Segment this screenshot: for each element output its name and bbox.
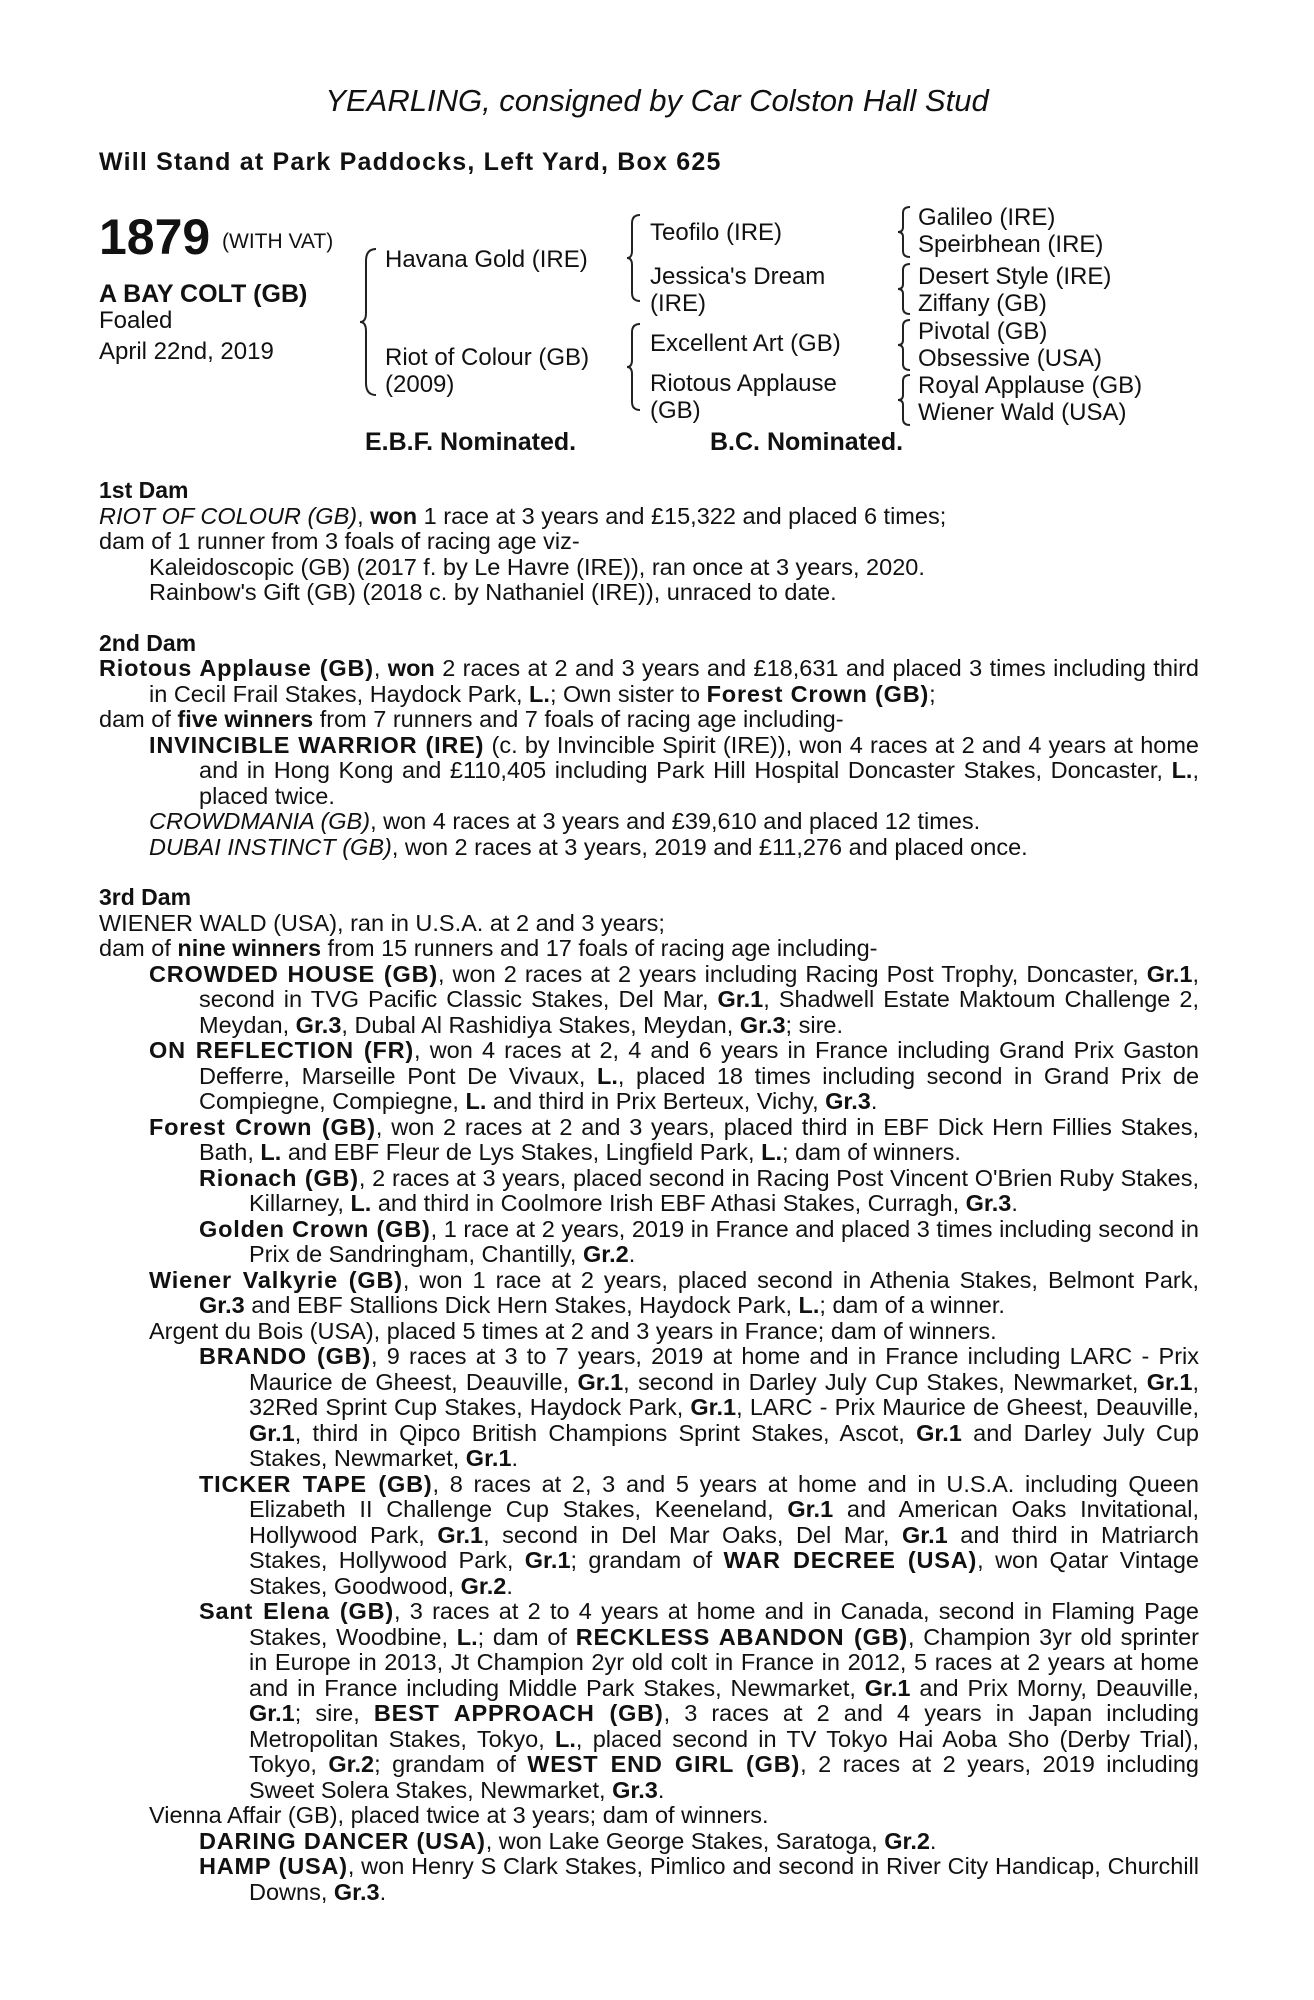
pedigree-brace-dam bbox=[626, 322, 642, 412]
pedigree-brace-g4 bbox=[896, 373, 912, 427]
second-dam-runner: CROWDMANIA (GB), won 4 races at 3 years and £39,610 and placed 12 times. bbox=[149, 808, 981, 834]
first-dam-foal: Kaleidoscopic (GB) (2017 f. by Le Havre (IRE)), ran once at 3 years, 2020. bbox=[149, 553, 925, 580]
pedigree-dam-dam-country: (GB) bbox=[650, 397, 701, 424]
catalogue-body bbox=[99, 478, 1199, 1905]
first-dam-summary: RIOT OF COLOUR (GB), won 1 race at 3 years and £15,322 and placed 6 times; bbox=[99, 502, 947, 529]
pedigree-sire-dam-name: Jessica's Dream bbox=[650, 263, 826, 290]
third-dam-grandchild: DARING DANCER (USA), won Lake George Stakes, Saratoga, Gr.2. bbox=[199, 1827, 937, 1854]
bc-nominated: B.C. Nominated. bbox=[710, 428, 904, 456]
third-dam-grandchild: BRANDO (GB), 9 races at 3 to 7 years, 2019 at home and in France including LARC - Prix Maurice de Gheest, Deauville, Gr.1, second in Darley July Cup Stakes, Newmarket, Gr.1, 32Red Sprint Cup Stakes, Haydock Park, Gr.1, LARC - Prix Maurice de Gheest, Deauville, Gr.1, third in Qipco British Champions Sprint Stakes, Ascot, Gr.1 and Darley July Cup Stakes, Newmarket, Gr.1. bbox=[199, 1343, 1200, 1471]
foaled-label: Foaled bbox=[99, 307, 173, 334]
pedigree-g3: Desert Style (IRE) bbox=[918, 263, 1112, 290]
pedigree-dam-dam bbox=[650, 370, 837, 424]
pedigree-dam-year: (2009) bbox=[385, 371, 455, 398]
third-dam-produce-intro: dam of nine winners from 15 runners and 17 foals of racing age including- bbox=[99, 935, 878, 961]
second-dam-runner: INVINCIBLE WARRIOR (IRE) (c. by Invincible Spirit (IRE)), won 4 races at 2 and 4 years at home and in Hong Kong and £110,405 including Park Hill Hospital Doncaster Stakes, Doncaster, L., placed twice. bbox=[149, 731, 1199, 809]
third-dam-grandchild: Rionach (GB), 2 races at 3 years, placed second in Racing Post Vincent O'Brien Ruby Stakes, Killarney, L. and third in Coolmore Irish EBF Athasi Stakes, Curragh, Gr.3. bbox=[199, 1164, 1199, 1216]
lot-description: A BAY COLT (GB) bbox=[99, 280, 308, 308]
pedigree-sire: Havana Gold (IRE) bbox=[385, 246, 588, 273]
first-dam-foal: Rainbow's Gift (GB) (2018 c. by Nathaniel (IRE)), unraced to date. bbox=[149, 579, 837, 605]
pedigree-g8: Wiener Wald (USA) bbox=[918, 399, 1127, 426]
third-dam-runner: Forest Crown (GB), won 2 races at 2 and 3 years, placed third in EBF Dick Hern Fillies Stakes, Bath, L. and EBF Fleur de Lys Stakes, Lingfield Park, L.; dam of winners. bbox=[149, 1113, 1199, 1165]
vat-label: (WITH VAT) bbox=[222, 230, 334, 253]
third-dam-runner: Argent du Bois (USA), placed 5 times at 2 and 3 years in France; dam of winners. bbox=[149, 1317, 997, 1344]
first-dam-heading: 1st Dam bbox=[99, 477, 189, 503]
pedigree-g4: Ziffany (GB) bbox=[918, 290, 1047, 317]
page-title: YEARLING, consigned by Car Colston Hall Stud bbox=[325, 83, 989, 118]
pedigree-sire-dam bbox=[650, 263, 825, 317]
foaled-date: April 22nd, 2019 bbox=[99, 338, 274, 365]
pedigree-brace-g3 bbox=[896, 318, 912, 372]
third-dam-grandchild: Sant Elena (GB), 3 races at 2 to 4 years at home and in Canada, second in Flaming Page Stakes, Woodbine, L.; dam of RECKLESS ABANDON (GB), Champion 3yr old sprinter in Europe in 2013, Jt Champion 2yr old colt in France in 2012, 5 races at 2 years at home and in France including Middle Park Stakes, Newmarket, Gr.1 and Prix Morny, Deauville, Gr.1; sire, BEST APPROACH (GB), 3 races at 2 and 4 years in Japan including Metropolitan Stakes, Tokyo, L., placed second in TV Tokyo Hai Aoba Sho (Derby Trial), Tokyo, Gr.2; grandam of WEST END GIRL (GB), 2 races at 2 years, 2019 including Sweet Solera Stakes, Newmarket, Gr.3. bbox=[199, 1598, 1199, 1803]
third-dam-heading: 3rd Dam bbox=[99, 884, 192, 910]
second-dam-runner: DUBAI INSTINCT (GB), won 2 races at 3 years, 2019 and £11,276 and placed once. bbox=[149, 833, 1028, 860]
pedigree-g7: Royal Applause (GB) bbox=[918, 372, 1143, 399]
first-dam-produce-intro: dam of 1 runner from 3 foals of racing age viz- bbox=[99, 528, 580, 554]
pedigree-g1: Galileo (IRE) bbox=[918, 204, 1056, 231]
pedigree-g5: Pivotal (GB) bbox=[918, 318, 1048, 345]
pedigree-sire-sire: Teofilo (IRE) bbox=[650, 219, 783, 246]
second-dam-heading: 2nd Dam bbox=[99, 629, 197, 656]
pedigree-brace-sire bbox=[626, 213, 642, 303]
pedigree-brace-g2 bbox=[896, 262, 912, 316]
pedigree-g6: Obsessive (USA) bbox=[918, 345, 1103, 372]
pedigree-sire-dam-country: (IRE) bbox=[650, 290, 706, 317]
second-dam-summary: Riotous Applause (GB), won 2 races at 2 and 3 years and £18,631 and placed 3 times including third in Cecil Frail Stakes, Haydock Park, L.; Own sister to Forest Crown (GB); bbox=[99, 655, 1200, 707]
pedigree-brace-main bbox=[358, 247, 378, 397]
second-dam-produce-intro: dam of five winners from 7 runners and 7 foals of racing age including- bbox=[99, 706, 844, 732]
third-dam-summary: WIENER WALD (USA), ran in U.S.A. at 2 and 3 years; bbox=[99, 909, 665, 936]
third-dam-grandchild: HAMP (USA), won Henry S Clark Stakes, Pimlico and second in River City Handicap, Churchill Downs, Gr.3. bbox=[199, 1853, 1199, 1905]
pedigree-dam bbox=[385, 344, 589, 398]
lot-number: 1879 bbox=[99, 209, 211, 265]
ebf-nominated: E.B.F. Nominated. bbox=[365, 428, 577, 456]
third-dam-grandchild: Golden Crown (GB), 1 race at 2 years, 2019 in France and placed 3 times including second in Prix de Sandringham, Chantilly, Gr.2. bbox=[199, 1215, 1199, 1267]
third-dam-runner: Vienna Affair (GB), placed twice at 3 years; dam of winners. bbox=[149, 1802, 769, 1828]
pedigree-dam-name: Riot of Colour (GB) bbox=[385, 344, 590, 371]
third-dam-runner: ON REFLECTION (FR), won 4 races at 2, 4 and 6 years in France including Grand Prix Gaston Defferre, Marseille Pont De Vivaux, L., placed 18 times including second in Grand Prix de Compiegne, Compiegne, L. and third in Prix Berteux, Vichy, Gr.3. bbox=[149, 1037, 1200, 1114]
pedigree-dam-dam-name: Riotous Applause bbox=[650, 370, 837, 397]
pedigree-dam-sire: Excellent Art (GB) bbox=[650, 330, 841, 357]
third-dam-runner: CROWDED HOUSE (GB), won 2 races at 2 years including Racing Post Trophy, Doncaster, Gr.1, second in TVG Pacific Classic Stakes, Del Mar, Gr.1, Shadwell Estate Maktoum Challenge 2, Meydan, Gr.3, Dubal Al Rashidiya Stakes, Meydan, Gr.3; sire. bbox=[149, 960, 1200, 1038]
foaled-block bbox=[99, 305, 274, 367]
pedigree-brace-g1 bbox=[896, 205, 912, 259]
third-dam-runner: Wiener Valkyrie (GB), won 1 race at 2 years, placed second in Athenia Stakes, Belmont Park, Gr.3 and EBF Stallions Dick Hern Stakes, Haydock Park, L.; dam of a winner. bbox=[149, 1266, 1199, 1318]
pedigree-g2: Speirbhean (IRE) bbox=[918, 231, 1104, 258]
stand-location: Will Stand at Park Paddocks, Left Yard, Box 625 bbox=[99, 148, 722, 176]
third-dam-grandchild: TICKER TAPE (GB), 8 races at 2, 3 and 5 years at home and in U.S.A. including Queen Elizabeth II Challenge Cup Stakes, Keeneland, Gr.1 and American Oaks Invitational, Hollywood Park, Gr.1, second in Del Mar Oaks, Del Mar, Gr.1 and third in Matriarch Stakes, Hollywood Park, Gr.1; grandam of WAR DECREE (USA), won Qatar Vintage Stakes, Goodwood, Gr.2. bbox=[199, 1470, 1199, 1599]
